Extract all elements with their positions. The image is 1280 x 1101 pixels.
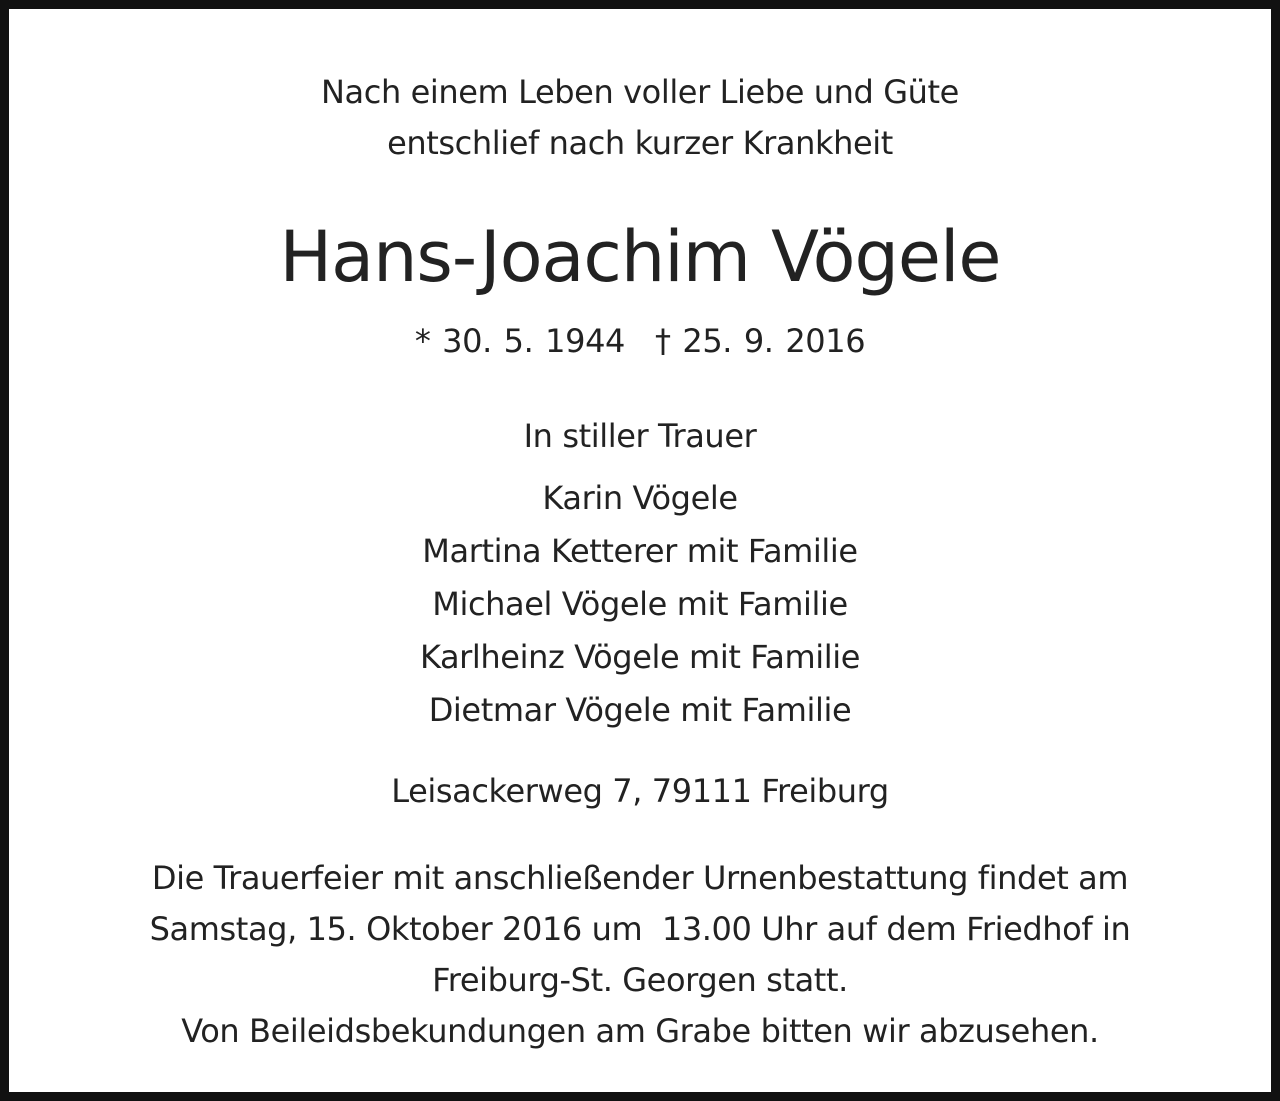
- intro-line-2: entschlief nach kurzer Krankheit: [387, 124, 893, 162]
- birth-date: * 30. 5. 1944: [414, 322, 625, 360]
- mourning-heading: In stiller Trauer: [523, 417, 757, 455]
- family-address: Leisackerweg 7, 79111 Freiburg: [391, 772, 889, 810]
- death-date: † 25. 9. 2016: [655, 322, 866, 360]
- closing-request: Von Beileidsbekundungen am Grabe bitten wir abzusehen.: [181, 1012, 1099, 1050]
- life-dates: [18, 322, 1262, 360]
- ceremony-line-3: Freiburg-St. Georgen statt.: [432, 961, 848, 999]
- intro-line-1: Nach einem Leben voller Liebe und Güte: [321, 73, 959, 111]
- deceased-name: Hans-Joachim Vögele: [279, 216, 1001, 298]
- mourner-name: Dietmar Vögele mit Familie: [428, 691, 852, 729]
- mourner-name: Martina Ketterer mit Familie: [422, 532, 858, 570]
- ceremony-line-1: Die Trauerfeier mit anschließender Urnenbestattung findet am: [151, 859, 1129, 897]
- mourner-name: Karlheinz Vögele mit Familie: [419, 638, 861, 676]
- mourner-name: Michael Vögele mit Familie: [432, 585, 848, 623]
- ceremony-line-2: Samstag, 15. Oktober 2016 um 13.00 Uhr auf dem Friedhof in: [149, 910, 1131, 948]
- mourner-name: Karin Vögele: [542, 479, 738, 517]
